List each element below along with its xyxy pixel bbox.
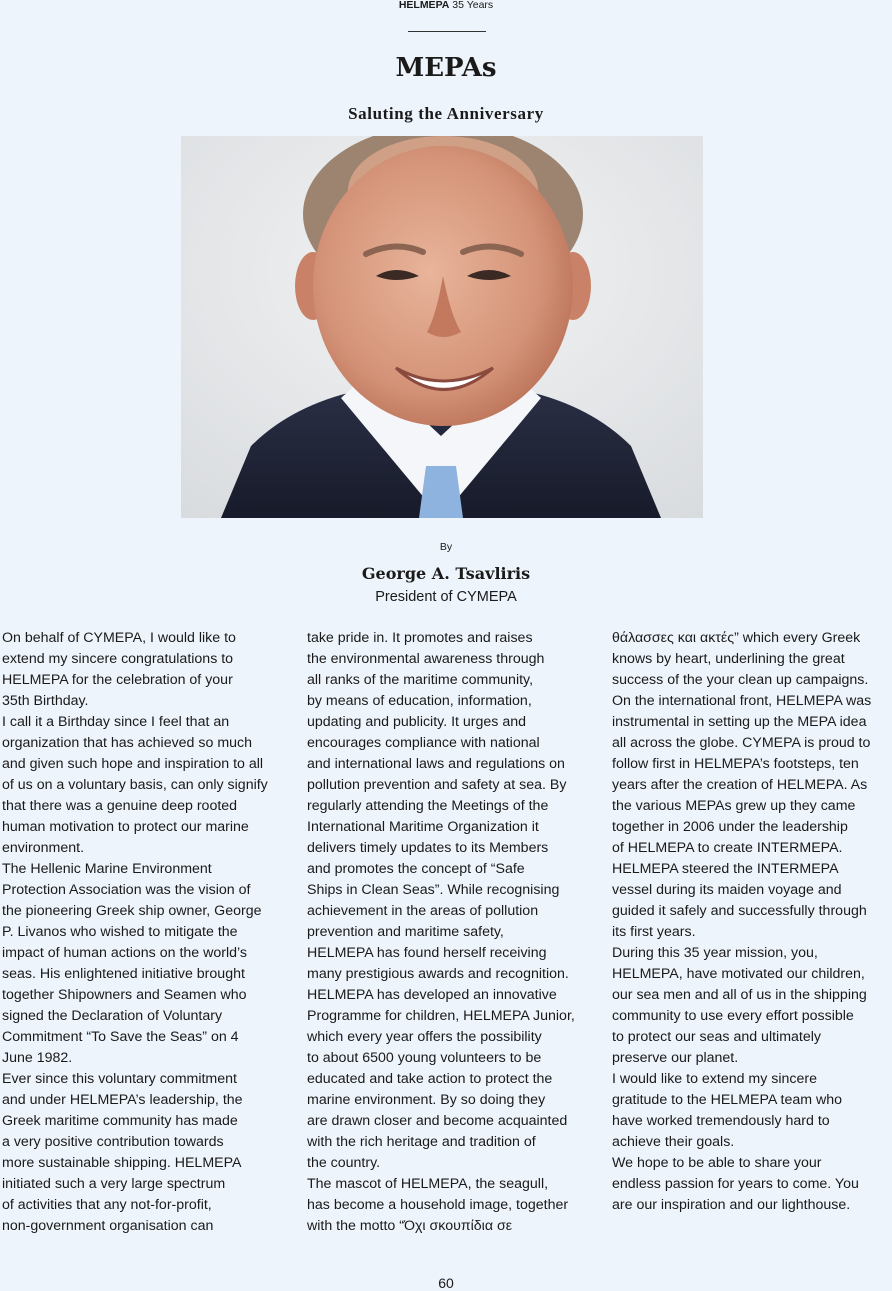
text-line: which every year offers the possibility	[307, 1029, 542, 1045]
text-line: The mascot of HELMEPA, the seagull,	[307, 1176, 549, 1192]
text-line: gratitude to the HELMEPA team who	[612, 1092, 843, 1108]
page-subtitle: Saluting the Anniversary	[348, 104, 544, 123]
text-line: success of the your clean up campaigns.	[612, 672, 869, 688]
text-line: Ever since this voluntary commitment	[2, 1071, 237, 1087]
text-line: community to use every effort possible	[612, 1008, 854, 1024]
text-line: and promotes the concept of “Safe	[307, 861, 525, 877]
text-line: all across the globe. CYMEPA is proud to	[612, 735, 871, 751]
text-line: instrumental in setting up the MEPA idea	[612, 714, 867, 730]
text-line: has become a household image, together	[307, 1197, 569, 1213]
text-line: Protection Association was the vision of	[2, 882, 251, 898]
text-line: HELMEPA has developed an innovative	[307, 987, 557, 1003]
running-head	[0, 0, 892, 11]
text-line: the environmental awareness through	[307, 651, 545, 667]
text-line: During this 35 year mission, you,	[612, 945, 818, 961]
text-line: non-government organisation can	[2, 1218, 214, 1234]
portrait-illustration	[181, 136, 703, 518]
text-line: educated and take action to protect the	[307, 1071, 553, 1087]
text-line: of HELMEPA to create INTERMEPA.	[612, 840, 843, 856]
text-line: environment.	[2, 840, 85, 856]
text-line: take pride in. It promotes and raises	[307, 630, 533, 646]
text-line: more sustainable shipping. HELMEPA	[2, 1155, 242, 1171]
text-line: HELMEPA for the celebration of your	[2, 672, 233, 688]
text-line: the various MEPAs grew up they came	[612, 798, 856, 814]
text-line: signed the Declaration of Voluntary	[2, 1008, 223, 1024]
text-line: I call it a Birthday since I feel that an	[2, 714, 230, 730]
text-line: that there was a genuine deep rooted	[2, 798, 238, 814]
header-divider	[408, 31, 486, 32]
text-line: initiated such a very large spectrum	[2, 1176, 226, 1192]
article-column-3	[612, 628, 892, 1216]
text-line: impact of human actions on the world’s	[2, 945, 247, 961]
text-line: knows by heart, underlining the great	[612, 651, 845, 667]
page-number: 60	[438, 1275, 454, 1291]
text-line: seas. His enlightened initiative brought	[2, 966, 245, 982]
text-line: marine environment. By so doing they	[307, 1092, 546, 1108]
text-line: a very positive contribution towards	[2, 1134, 224, 1150]
text-line: years after the creation of HELMEPA. As	[612, 777, 868, 793]
text-line: International Maritime Organization it	[307, 819, 539, 835]
text-line: and given such hope and inspiration to all	[2, 756, 264, 772]
text-line: by means of education, information,	[307, 693, 532, 709]
text-line: pollution prevention and safety at sea. By	[307, 777, 567, 793]
text-line: On the international front, HELMEPA was	[612, 693, 872, 709]
text-line: HELMEPA, have motivated our children,	[612, 966, 865, 982]
text-line: Greek maritime community has made	[2, 1113, 238, 1129]
text-line: our sea men and all of us in the shipping	[612, 987, 867, 1003]
byline-by: By	[439, 541, 453, 553]
text-line: The Hellenic Marine Environment	[2, 861, 212, 877]
text-line: have worked tremendously hard to	[612, 1113, 830, 1129]
text-line: Commitment “To Save the Seas” on 4	[2, 1029, 239, 1045]
text-line: human motivation to protect our marine	[2, 819, 249, 835]
text-line: with the motto “Όχι σκουπίδια σε	[307, 1218, 513, 1234]
text-line: delivers timely updates to its Members	[307, 840, 549, 856]
text-line: many prestigious awards and recognition.	[307, 966, 569, 982]
page-title: MEPAs	[395, 53, 497, 83]
text-line: P. Livanos who wished to mitigate the	[2, 924, 238, 940]
text-line: achieve their goals.	[612, 1134, 735, 1150]
running-head-brand: HELMEPA	[398, 0, 450, 11]
author-portrait-photo	[181, 136, 703, 518]
text-line: the country.	[307, 1155, 381, 1171]
text-line: encourages compliance with national	[307, 735, 540, 751]
text-line: June 1982.	[2, 1050, 73, 1066]
article-column-2	[307, 628, 592, 1237]
text-line: are our inspiration and our lighthouse.	[612, 1197, 851, 1213]
text-line: together Shipowners and Seamen who	[2, 987, 247, 1003]
text-line: and international laws and regulations on	[307, 756, 565, 772]
text-line: endless passion for years to come. You	[612, 1176, 859, 1192]
text-line: achievement in the areas of pollution	[307, 903, 539, 919]
text-line: its first years.	[612, 924, 696, 940]
text-line: HELMEPA has found herself receiving	[307, 945, 547, 961]
text-line: We hope to be able to share your	[612, 1155, 822, 1171]
text-line: of us on a voluntary basis, can only signify	[2, 777, 268, 793]
text-line: with the rich heritage and tradition of	[307, 1134, 536, 1150]
text-line: Ships in Clean Seas”. While recognising	[307, 882, 560, 898]
text-line: guided it safely and successfully through	[612, 903, 867, 919]
text-line: are drawn closer and become acquainted	[307, 1113, 568, 1129]
author-role: President of CYMEPA	[375, 589, 517, 605]
text-line: to about 6500 young volunteers to be	[307, 1050, 542, 1066]
text-line: follow first in HELMEPA’s footsteps, ten	[612, 756, 859, 772]
text-line: Programme for children, HELMEPA Junior,	[307, 1008, 575, 1024]
text-line: θάλασσες και ακτές” which every Greek	[612, 630, 861, 646]
text-line: 35th Birthday.	[2, 693, 89, 709]
running-head-suffix: 35 Years	[452, 0, 494, 11]
text-line: organization that has achieved so much	[2, 735, 253, 751]
author-name: George A. Tsavliris	[361, 564, 531, 583]
text-line: I would like to extend my sincere	[612, 1071, 818, 1087]
text-line: of activities that any not-for-profit,	[2, 1197, 212, 1213]
text-line: the pioneering Greek ship owner, George	[2, 903, 262, 919]
text-line: together in 2006 under the leadership	[612, 819, 848, 835]
text-line: prevention and maritime safety,	[307, 924, 504, 940]
text-line: On behalf of CYMEPA, I would like to	[2, 630, 236, 646]
text-line: regularly attending the Meetings of the	[307, 798, 549, 814]
text-line: vessel during its maiden voyage and	[612, 882, 842, 898]
text-line: extend my sincere congratulations to	[2, 651, 234, 667]
article-column-1	[2, 628, 287, 1237]
text-line: to protect our seas and ultimately	[612, 1029, 821, 1045]
text-line: and under HELMEPA’s leadership, the	[2, 1092, 243, 1108]
text-line: preserve our planet.	[612, 1050, 739, 1066]
text-line: HELMEPA steered the INTERMEPA	[612, 861, 839, 877]
text-line: all ranks of the maritime community,	[307, 672, 534, 688]
text-line: updating and publicity. It urges and	[307, 714, 527, 730]
